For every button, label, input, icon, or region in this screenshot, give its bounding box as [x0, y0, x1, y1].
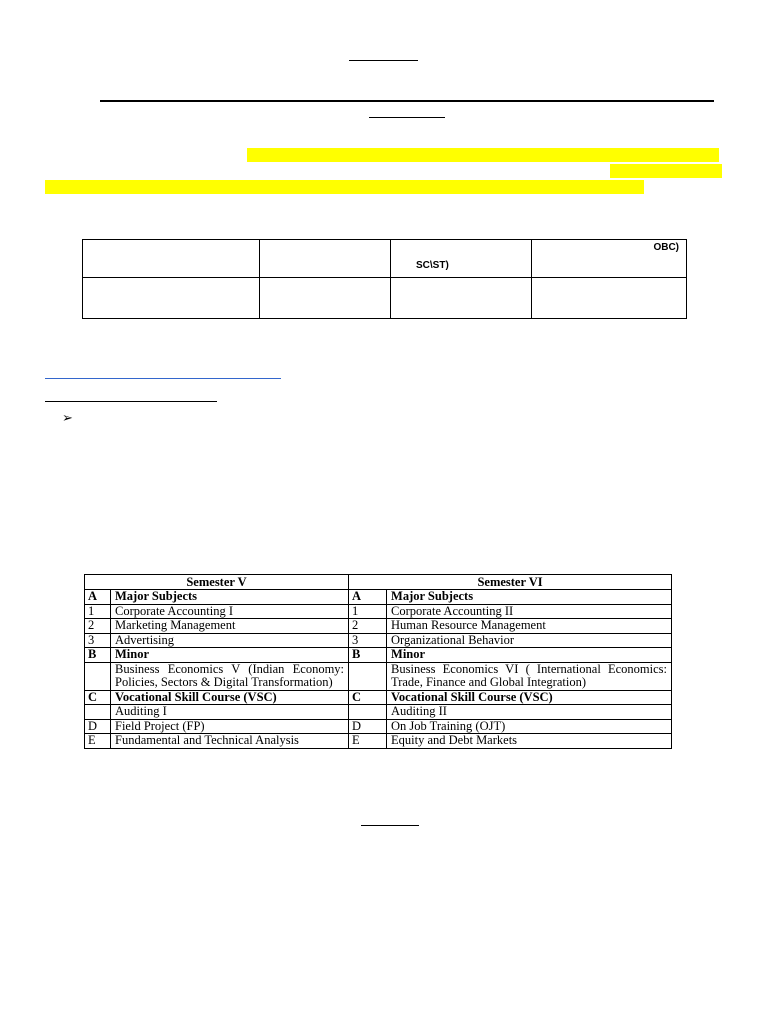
sem-v-subject: Major Subjects — [111, 590, 349, 605]
fee-header-sc-st-label: SC\ST) — [416, 260, 449, 271]
title-underline — [349, 60, 418, 61]
table-row — [85, 662, 672, 690]
sem-v-code: D — [85, 719, 111, 734]
subtitle-underline — [369, 117, 445, 118]
sem-vi-subject: Corporate Accounting II — [387, 604, 672, 619]
sem-v-code: A — [85, 590, 111, 605]
sem-v-code — [85, 662, 111, 690]
sem-v-subject: Corporate Accounting I — [111, 604, 349, 619]
fee-cell — [260, 278, 391, 319]
semester-v-header: Semester V — [85, 575, 349, 590]
table-row — [85, 719, 672, 734]
sem-vi-code: E — [349, 734, 387, 749]
highlight-line-2 — [610, 164, 722, 178]
sem-v-subject: Minor — [111, 648, 349, 663]
semester-subjects-table — [84, 574, 672, 749]
fee-table — [82, 239, 687, 319]
sem-v-code: C — [85, 690, 111, 705]
sem-v-code: E — [85, 734, 111, 749]
table-row — [85, 590, 672, 605]
sem-v-subject: Vocational Skill Course (VSC) — [111, 690, 349, 705]
table-row — [85, 604, 672, 619]
table-row — [85, 690, 672, 705]
sem-v-subject: Advertising — [111, 633, 349, 648]
semester-table-body — [85, 590, 672, 749]
sem-v-code: 1 — [85, 604, 111, 619]
fee-cell — [532, 278, 687, 319]
sem-v-subject: Field Project (FP) — [111, 719, 349, 734]
sem-v-code: B — [85, 648, 111, 663]
sem-vi-subject: Vocational Skill Course (VSC) — [387, 690, 672, 705]
sem-vi-code — [349, 662, 387, 690]
fee-table-header-row — [83, 240, 687, 278]
sem-vi-code — [349, 705, 387, 720]
fee-header-cell-2 — [260, 240, 391, 278]
header-rule — [100, 100, 714, 102]
highlight-line-1 — [247, 148, 719, 162]
sem-v-code: 2 — [85, 619, 111, 634]
sem-vi-subject: Business Economics VI ( International Economics: Trade, Finance and Global Integration) — [387, 662, 672, 690]
semester-header-row — [85, 575, 672, 590]
sem-v-subject: Auditing I — [111, 705, 349, 720]
arrow-bullet-icon: ➢ — [62, 411, 73, 426]
sem-vi-subject: On Job Training (OJT) — [387, 719, 672, 734]
sem-vi-subject: Minor — [387, 648, 672, 663]
sem-vi-code: B — [349, 648, 387, 663]
table-row — [85, 705, 672, 720]
table-row — [85, 619, 672, 634]
table-row — [85, 648, 672, 663]
fee-header-cell-1 — [83, 240, 260, 278]
sem-vi-code: 1 — [349, 604, 387, 619]
table-row — [85, 734, 672, 749]
sem-vi-subject: Organizational Behavior — [387, 633, 672, 648]
section-heading-underline — [45, 401, 217, 402]
sem-vi-subject: Auditing II — [387, 705, 672, 720]
footer-underline — [361, 825, 419, 826]
sem-vi-code: D — [349, 719, 387, 734]
semester-vi-header: Semester VI — [349, 575, 672, 590]
highlight-line-3 — [45, 180, 644, 194]
fee-header-cell-obc — [532, 240, 687, 278]
sem-v-code — [85, 705, 111, 720]
fee-header-cell-sc-st — [391, 240, 532, 278]
sem-vi-subject: Human Resource Management — [387, 619, 672, 634]
sem-vi-subject: Major Subjects — [387, 590, 672, 605]
sem-v-subject: Business Economics V (Indian Economy: Policies, Sectors & Digital Transformation) — [111, 662, 349, 690]
fee-table-row — [83, 278, 687, 319]
fee-cell — [83, 278, 260, 319]
sem-vi-code: C — [349, 690, 387, 705]
sem-v-subject: Marketing Management — [111, 619, 349, 634]
sem-vi-code: 2 — [349, 619, 387, 634]
fee-cell — [391, 278, 532, 319]
sem-vi-code: 3 — [349, 633, 387, 648]
sem-v-code: 3 — [85, 633, 111, 648]
hyperlink-underline[interactable] — [45, 378, 281, 379]
fee-header-obc-label: OBC) — [653, 242, 679, 253]
table-row — [85, 633, 672, 648]
sem-v-subject: Fundamental and Technical Analysis — [111, 734, 349, 749]
sem-vi-code: A — [349, 590, 387, 605]
sem-vi-subject: Equity and Debt Markets — [387, 734, 672, 749]
